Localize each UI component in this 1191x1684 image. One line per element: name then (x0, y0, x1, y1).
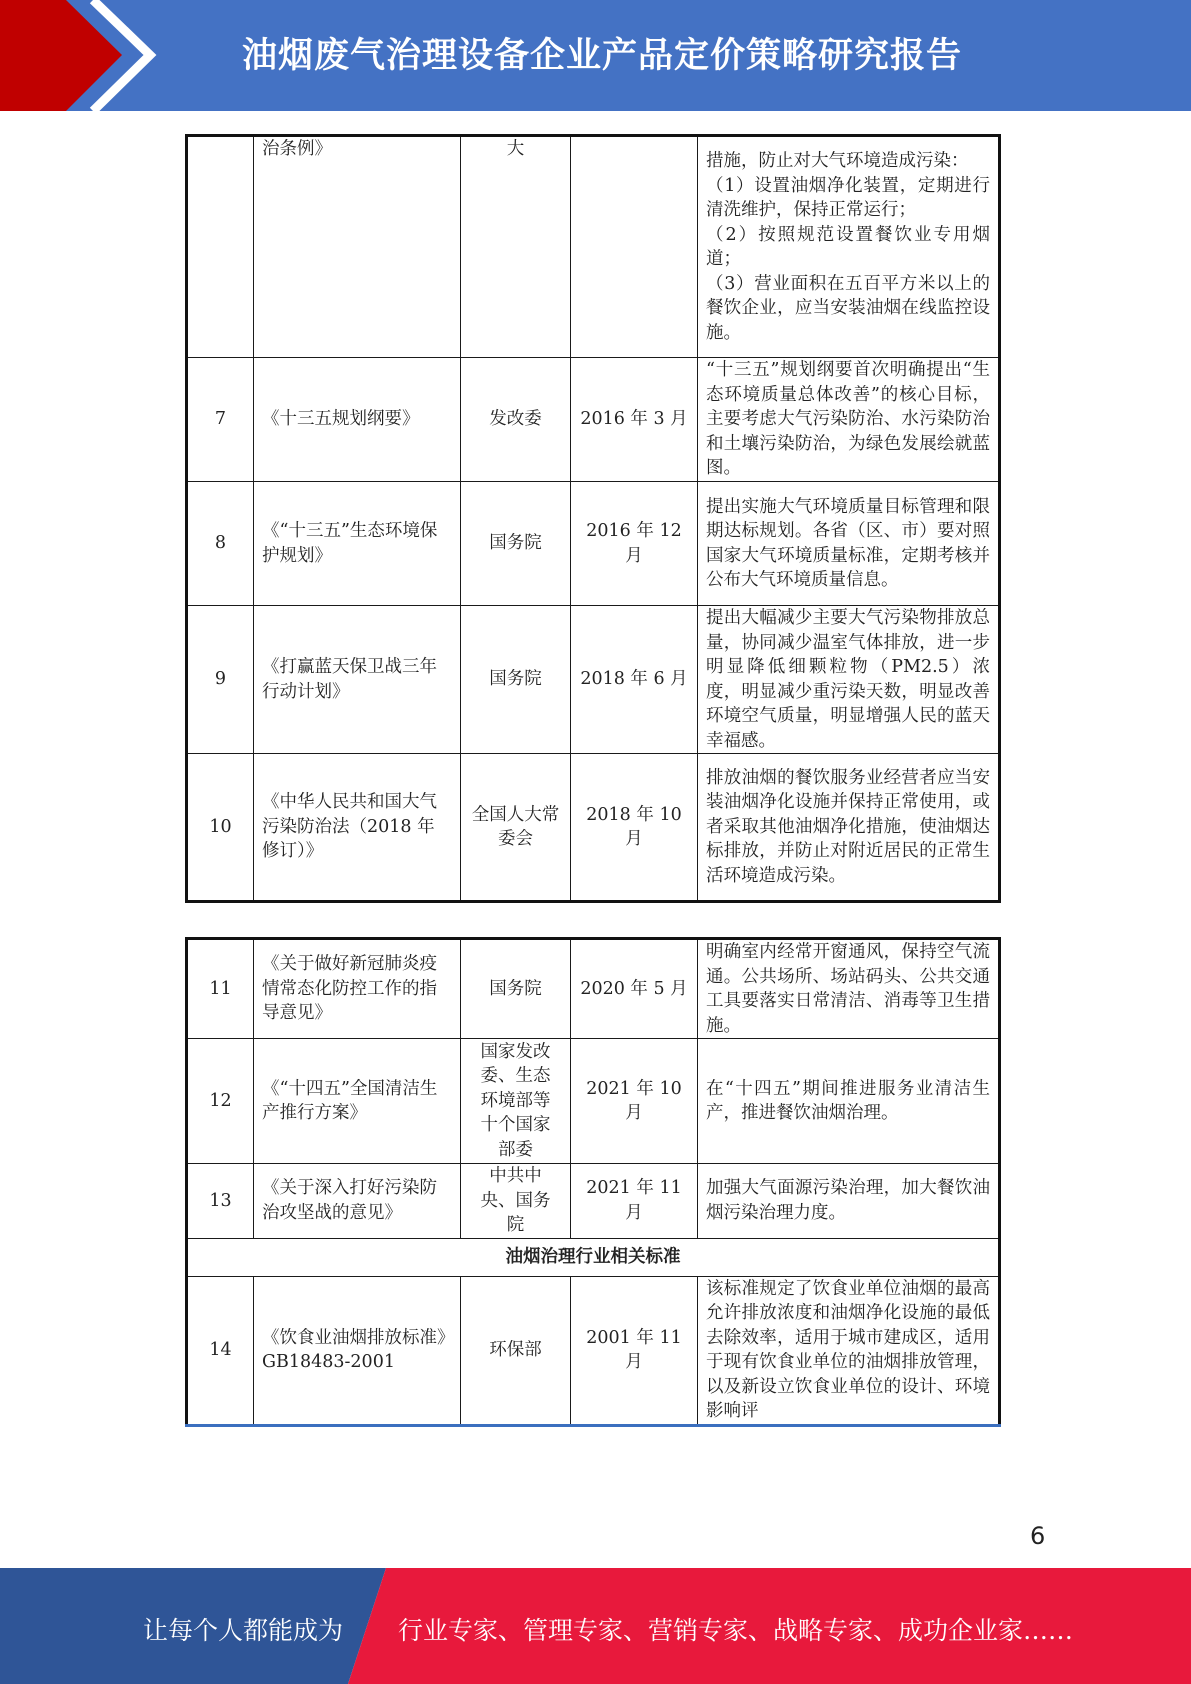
table-row (187, 939, 1000, 1039)
issue-date: 2021 年 11 月 (571, 1164, 698, 1239)
footer-slogan-right: 行业专家、管理专家、营销专家、战略专家、成功企业家…… (398, 1616, 1074, 1645)
regulation-content: 加强大气面源污染治理，加大餐饮油烟污染治理力度。 (698, 1164, 1000, 1239)
issue-date: 2016 年 3 月 (571, 358, 698, 482)
row-number: 14 (187, 1276, 254, 1425)
row-number: 12 (187, 1039, 254, 1164)
regulation-name: 《饮食业油烟排放标准》GB18483-2001 (254, 1276, 461, 1425)
row-number: 7 (187, 358, 254, 482)
regulation-name: 《打赢蓝天保卫战三年行动计划》 (254, 606, 461, 754)
table-row (187, 606, 1000, 754)
table-row (187, 358, 1000, 482)
issuing-authority: 大 (461, 136, 571, 358)
row-number: 10 (187, 754, 254, 902)
issue-date (571, 136, 698, 358)
issue-date: 2018 年 6 月 (571, 606, 698, 754)
regulation-content: 明确室内经常开窗通风，保持空气流通。公共场所、场站码头、公共交通工具要落实日常清洁、消毒等卫生措施。 (698, 939, 1000, 1039)
regulation-content: 排放油烟的餐饮服务业经营者应当安装油烟净化设施并保持正常使用，或者采取其他油烟净化措施，使油烟达标排放，并防止对附近居民的正常生活环境造成污染。 (698, 754, 1000, 902)
regulation-name: 《关于深入打好污染防治攻坚战的意见》 (254, 1164, 461, 1239)
regulation-name: 《中华人民共和国大气污染防治法（2018 年修订）》 (254, 754, 461, 902)
row-number: 13 (187, 1164, 254, 1239)
row-number (187, 136, 254, 358)
report-footer (0, 1568, 1191, 1684)
regulation-name: 《关于做好新冠肺炎疫情常态化防控工作的指导意见》 (254, 939, 461, 1039)
table-row (187, 136, 1000, 358)
issuing-authority: 全国人大常委会 (461, 754, 571, 902)
section-heading-row (187, 1238, 1000, 1276)
table-row (187, 1039, 1000, 1164)
row-number: 8 (187, 482, 254, 606)
regulation-content: 提出大幅减少主要大气污染物排放总量，协同减少温室气体排放，进一步明显降低细颗粒物（PM2.5）浓度，明显减少重污染天数，明显改善环境空气质量，明显增强人民的蓝天幸福感。 (698, 606, 1000, 754)
report-header (0, 0, 1191, 111)
issue-date: 2021 年 10 月 (571, 1039, 698, 1164)
regulation-name: 《“十三五”生态环境保护规划》 (254, 482, 461, 606)
section-heading: 油烟治理行业相关标准 (187, 1238, 1000, 1276)
row-number: 9 (187, 606, 254, 754)
issue-date: 2018 年 10 月 (571, 754, 698, 902)
regulation-content: “十三五”规划纲要首次明确提出“生态环境质量总体改善”的核心目标，主要考虑大气污染防治、水污染防治和土壤污染防治，为绿色发展绘就蓝图。 (698, 358, 1000, 482)
table-row (187, 1164, 1000, 1239)
footer-slogan-left: 让每个人都能成为 (143, 1616, 344, 1645)
regulation-name: 治条例》 (254, 136, 461, 358)
policy-table-next (185, 937, 1001, 1427)
issue-date: 2020 年 5 月 (571, 939, 698, 1039)
table-row (187, 754, 1000, 902)
regulation-name: 《“十四五”全国清洁生产推行方案》 (254, 1039, 461, 1164)
page-number: 6 (1030, 1522, 1046, 1550)
issue-date: 2001 年 11 月 (571, 1276, 698, 1425)
row-number: 11 (187, 939, 254, 1039)
issuing-authority: 国务院 (461, 482, 571, 606)
table-row (187, 482, 1000, 606)
table-row (187, 1276, 1000, 1425)
issue-date: 2016 年 12 月 (571, 482, 698, 606)
issuing-authority: 国务院 (461, 606, 571, 754)
issuing-authority: 发改委 (461, 358, 571, 482)
issuing-authority: 国家发改委、生态环境部等十个国家部委 (461, 1039, 571, 1164)
regulation-name: 《十三五规划纲要》 (254, 358, 461, 482)
issuing-authority: 国务院 (461, 939, 571, 1039)
issuing-authority: 环保部 (461, 1276, 571, 1425)
policy-table-continued (185, 134, 1001, 903)
regulation-content: 在“十四五”期间推进服务业清洁生产，推进餐饮油烟治理。 (698, 1039, 1000, 1164)
regulation-content: 该标准规定了饮食业单位油烟的最高允许排放浓度和油烟净化设施的最低去除效率，适用于城市建成区，适用于现有饮食业单位的油烟排放管理，以及新设立饮食业单位的设计、环境影响评 (698, 1276, 1000, 1425)
report-title: 油烟废气治理设备企业产品定价策略研究报告 (242, 36, 963, 76)
issuing-authority: 中共中央、国务院 (461, 1164, 571, 1239)
regulation-content: 提出实施大气环境质量目标管理和限期达标规划。各省（区、市）要对照国家大气环境质量标准，定期考核并公布大气环境质量信息。 (698, 482, 1000, 606)
regulation-content: 措施，防止对大气环境造成污染： （1）设置油烟净化装置，定期进行清洗维护，保持正常运行； （2）按照规范设置餐饮业专用烟道； （3）营业面积在五百平方米以上的餐饮企业，应当安装油烟在线监控设施。 (698, 136, 1000, 358)
